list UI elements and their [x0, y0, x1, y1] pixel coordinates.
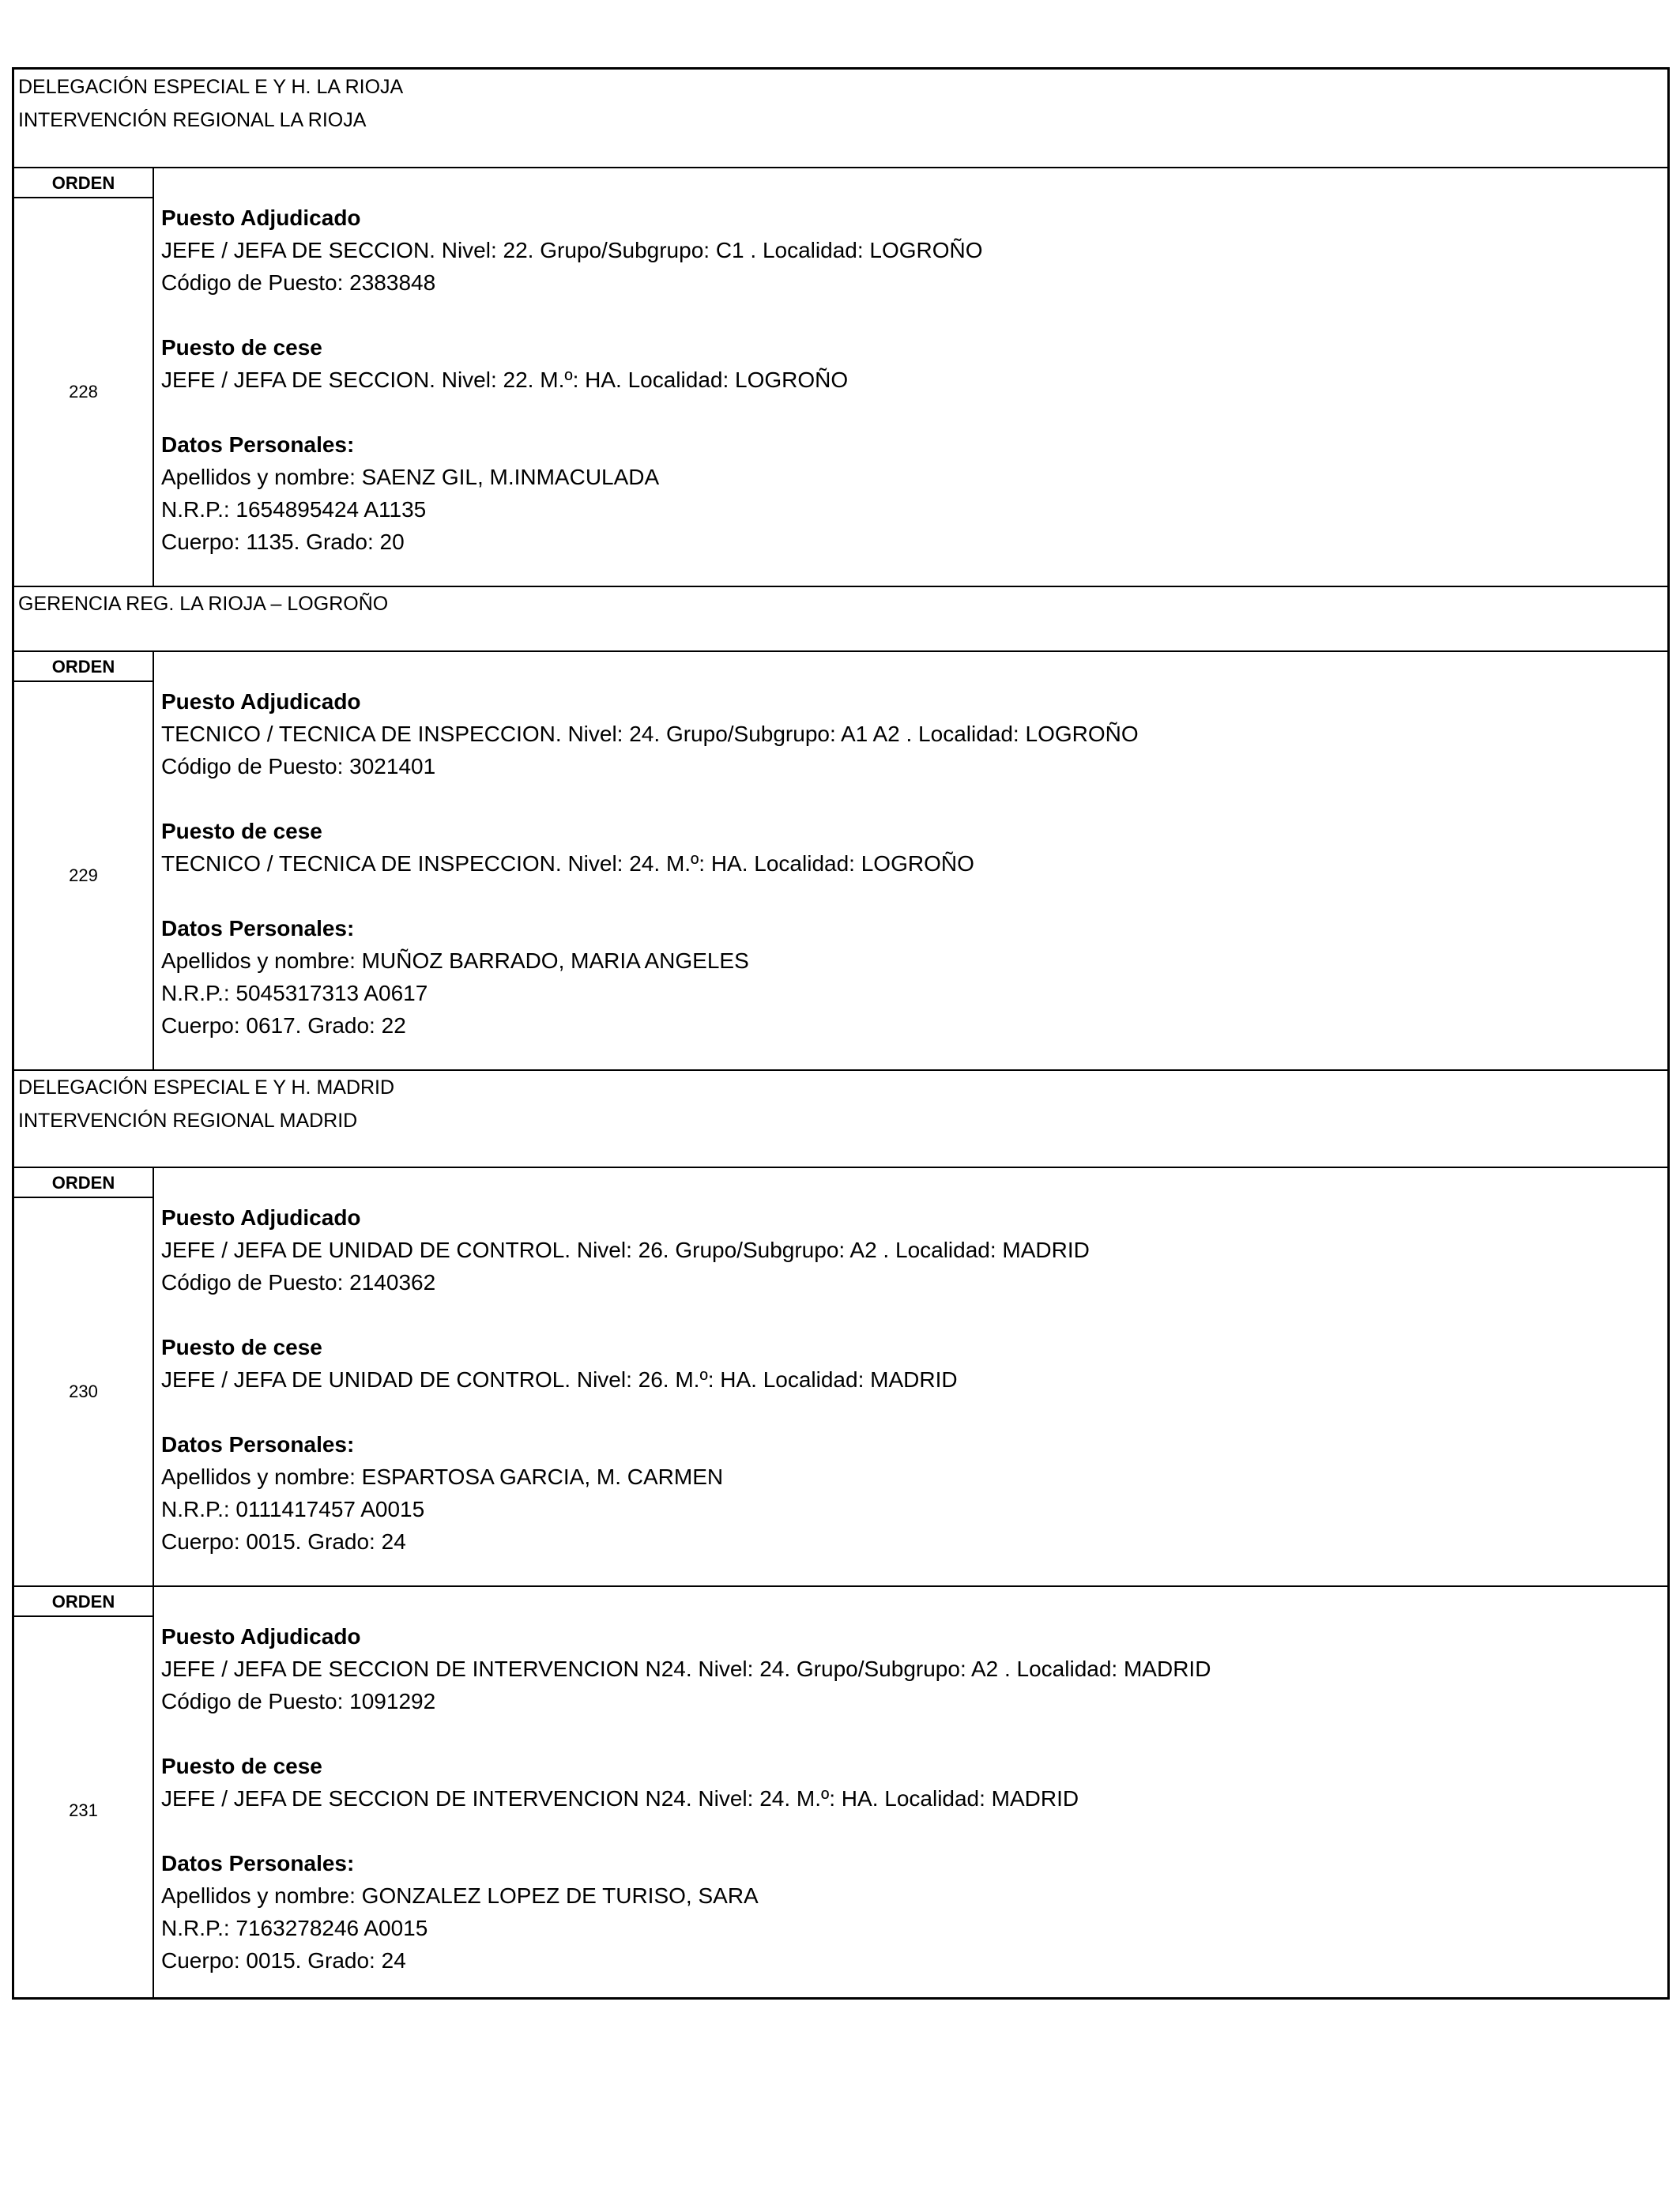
document-frame — [12, 67, 1670, 2000]
codigo-puesto: Código de Puesto: 1091292 — [161, 1689, 436, 1713]
puesto-adjudicado-heading: Puesto Adjudicado — [161, 1624, 361, 1649]
apellidos-nombre: Apellidos y nombre: SAENZ GIL, M.INMACULADA — [161, 465, 660, 489]
puesto-adjudicado-heading: Puesto Adjudicado — [161, 689, 361, 714]
org-header — [14, 586, 1667, 650]
datos-personales-heading: Datos Personales: — [161, 916, 355, 941]
orden-number: 230 — [69, 1382, 98, 1401]
nrp: N.R.P.: 1654895424 A1135 — [161, 497, 427, 522]
entry-row — [14, 1167, 1667, 1585]
puesto-adjudicado-text: JEFE / JEFA DE SECCION DE INTERVENCION N24. Nivel: 24. Grupo/Subgrupo: A2 . Localidad: MADRID — [161, 1657, 1211, 1681]
entry-details — [161, 1620, 1211, 1977]
puesto-cese-heading: Puesto de cese — [161, 1335, 322, 1359]
orden-number: 231 — [69, 1800, 98, 1820]
puesto-adjudicado-heading: Puesto Adjudicado — [161, 1205, 361, 1230]
apellidos-nombre: Apellidos y nombre: ESPARTOSA GARCIA, M. CARMEN — [161, 1465, 724, 1489]
apellidos-nombre: Apellidos y nombre: MUÑOZ BARRADO, MARIA ANGELES — [161, 948, 749, 973]
orden-header: ORDEN — [14, 1587, 153, 1617]
nrp: N.R.P.: 7163278246 A0015 — [161, 1916, 428, 1940]
org-line: INTERVENCIÓN REGIONAL LA RIOJA — [18, 109, 367, 131]
nrp: N.R.P.: 5045317313 A0617 — [161, 981, 428, 1005]
entry-row — [14, 167, 1667, 586]
puesto-cese-text: JEFE / JEFA DE SECCION. Nivel: 22. M.º: HA. Localidad: LOGROÑO — [161, 368, 849, 392]
org-line: GERENCIA REG. LA RIOJA – LOGROÑO — [18, 593, 389, 615]
entry-details — [161, 202, 983, 558]
entry-details — [161, 685, 1139, 1042]
cuerpo-grado: Cuerpo: 0617. Grado: 22 — [161, 1013, 406, 1038]
orden-header: ORDEN — [14, 652, 153, 682]
org-line: DELEGACIÓN ESPECIAL E Y H. MADRID — [18, 1076, 395, 1099]
codigo-puesto: Código de Puesto: 2140362 — [161, 1270, 436, 1295]
puesto-cese-heading: Puesto de cese — [161, 335, 322, 360]
org-line: DELEGACIÓN ESPECIAL E Y H. LA RIOJA — [18, 76, 404, 98]
puesto-cese-text: JEFE / JEFA DE SECCION DE INTERVENCION N24. Nivel: 24. M.º: HA. Localidad: MADRID — [161, 1786, 1079, 1811]
datos-personales-heading: Datos Personales: — [161, 1432, 355, 1457]
org-header — [14, 1069, 1667, 1167]
entry-row — [14, 1585, 1667, 1997]
codigo-puesto: Código de Puesto: 2383848 — [161, 270, 436, 295]
orden-column — [14, 652, 154, 1069]
orden-header: ORDEN — [14, 168, 153, 198]
entry-details — [161, 1201, 1090, 1558]
cuerpo-grado: Cuerpo: 0015. Grado: 24 — [161, 1948, 406, 1973]
orden-number: 229 — [69, 865, 98, 885]
puesto-cese-heading: Puesto de cese — [161, 819, 322, 843]
datos-personales-heading: Datos Personales: — [161, 432, 355, 457]
puesto-adjudicado-heading: Puesto Adjudicado — [161, 205, 361, 230]
apellidos-nombre: Apellidos y nombre: GONZALEZ LOPEZ DE TURISO, SARA — [161, 1883, 759, 1908]
org-header — [14, 70, 1667, 167]
entry-row — [14, 650, 1667, 1069]
org-line: INTERVENCIÓN REGIONAL MADRID — [18, 1110, 358, 1132]
puesto-adjudicado-text: JEFE / JEFA DE UNIDAD DE CONTROL. Nivel: 26. Grupo/Subgrupo: A2 . Localidad: MADRID — [161, 1238, 1090, 1262]
cuerpo-grado: Cuerpo: 1135. Grado: 20 — [161, 530, 405, 554]
nrp: N.R.P.: 0111417457 A0015 — [161, 1497, 425, 1521]
puesto-cese-text: JEFE / JEFA DE UNIDAD DE CONTROL. Nivel: 26. M.º: HA. Localidad: MADRID — [161, 1367, 958, 1392]
orden-header: ORDEN — [14, 1168, 153, 1198]
datos-personales-heading: Datos Personales: — [161, 1851, 355, 1875]
orden-column — [14, 168, 154, 586]
orden-column — [14, 1168, 154, 1585]
puesto-cese-heading: Puesto de cese — [161, 1754, 322, 1778]
orden-column — [14, 1587, 154, 1997]
puesto-cese-text: TECNICO / TECNICA DE INSPECCION. Nivel: 24. M.º: HA. Localidad: LOGROÑO — [161, 851, 974, 876]
orden-number: 228 — [69, 382, 98, 401]
cuerpo-grado: Cuerpo: 0015. Grado: 24 — [161, 1529, 406, 1554]
puesto-adjudicado-text: TECNICO / TECNICA DE INSPECCION. Nivel: 24. Grupo/Subgrupo: A1 A2 . Localidad: LOGROÑO — [161, 722, 1139, 746]
puesto-adjudicado-text: JEFE / JEFA DE SECCION. Nivel: 22. Grupo/Subgrupo: C1 . Localidad: LOGROÑO — [161, 238, 983, 262]
codigo-puesto: Código de Puesto: 3021401 — [161, 754, 436, 778]
